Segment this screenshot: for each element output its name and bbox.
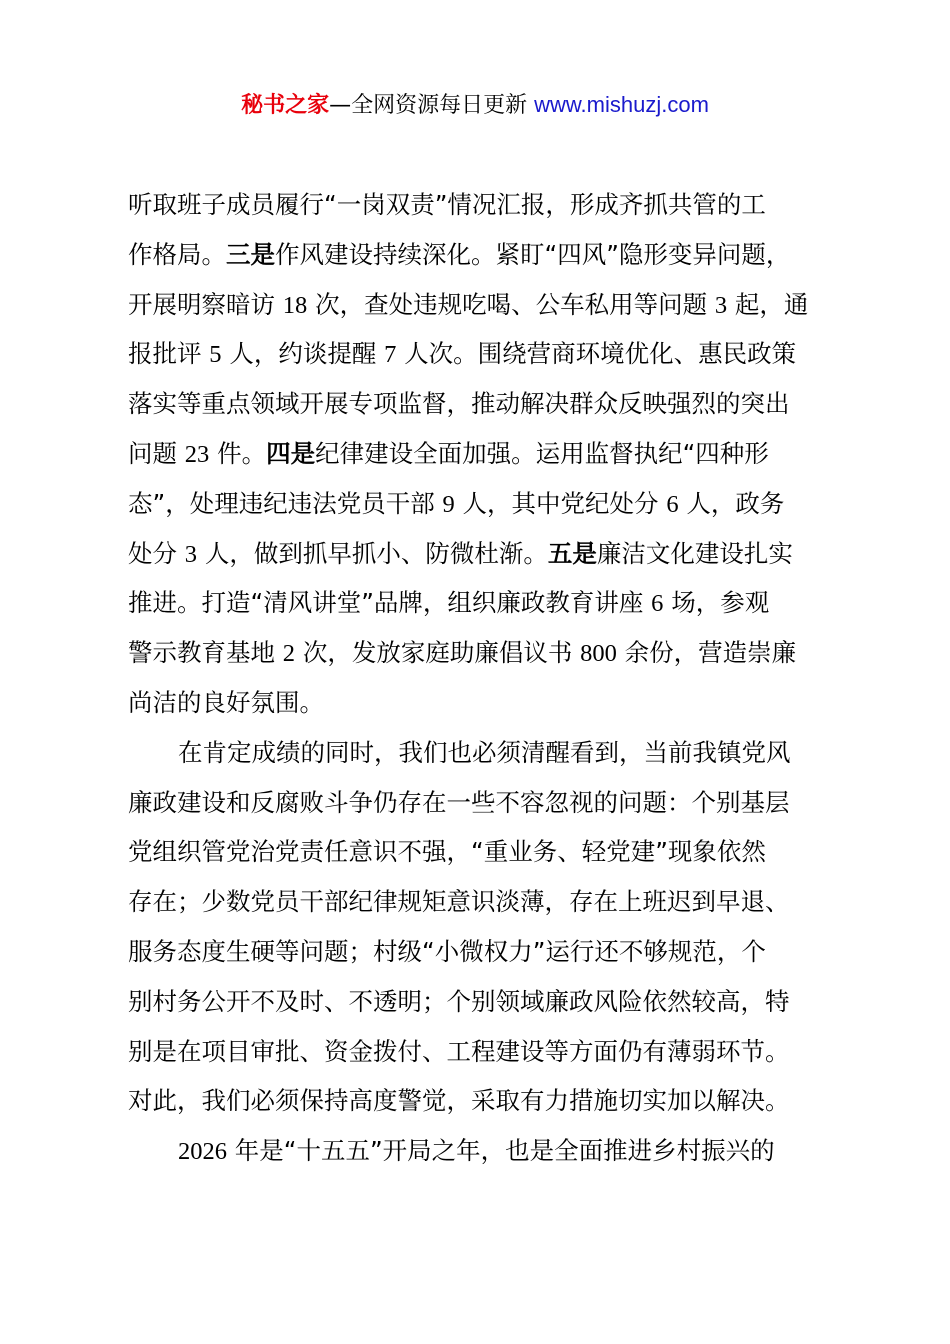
text-segment: 处分 3 人，做到抓早抓小、防微杜渐。 [128, 538, 548, 568]
bold-marker: 五是 [547, 538, 597, 568]
text-segment: 在肯定成绩的同时，我们也必须清醒看到，当前我镇党风 [178, 737, 791, 767]
bold-marker: 三是 [226, 239, 275, 269]
text-segment: 态”，处理违纪违法党员干部 9 人，其中党纪处分 6 人，政务 [128, 488, 785, 518]
text-segment: 党组织管党治党责任意识不强，“重业务、轻党建”现象依然 [128, 837, 766, 867]
text-segment: 开展明察暗访 18 次，查处违规吃喝、公车私用等问题 3 起，通 [128, 289, 809, 319]
text-segment: 尚洁的良好氛围。 [128, 687, 324, 717]
bold-marker: 四是 [266, 438, 316, 468]
text-segment: 推进。打造“清风讲堂”品牌，组织廉政教育讲座 6 场，参观 [128, 588, 770, 618]
text-segment: 服务态度生硬等问题；村级“小微权力”运行还不够规范，个 [128, 936, 766, 966]
text-segment: 对此，我们必须保持高度警觉，采取有力措施切实加以解决。 [128, 1086, 790, 1116]
site-url-link[interactable]: www.mishuzj.com [534, 92, 709, 117]
text-segment: 问题 23 件。 [128, 438, 267, 468]
brand-name: 秘书之家 [241, 93, 330, 118]
text-line [128, 1027, 848, 1077]
document-body [128, 180, 848, 1176]
text-segment: 廉洁文化建设扎实 [596, 538, 793, 568]
text-segment: 廉政建设和反腐败斗争仍存在一些不容忽视的问题：个别基层 [128, 787, 790, 817]
text-segment: 纪律建设全面加强。运用监督执纪“四种形 [315, 438, 769, 468]
page-header [0, 88, 950, 123]
text-segment: 作风建设持续深化。紧盯“四风”隐形变异问题， [275, 239, 791, 269]
text-line [128, 728, 848, 778]
header-tagline: —全网资源每日更新 [329, 93, 528, 118]
text-line [128, 180, 848, 230]
text-segment: 别村务公开不及时、不透明；个别领域廉政风险依然较高，特 [128, 986, 790, 1016]
text-line [128, 827, 848, 877]
text-line [128, 479, 848, 529]
text-segment: 听取班子成员履行“一岗双责”情况汇报，形成齐抓共管的工 [128, 190, 766, 219]
text-segment: 别是在项目审批、资金拨付、工程建设等方面仍有薄弱环节。 [128, 1036, 790, 1066]
text-line [128, 678, 848, 728]
text-line [128, 280, 848, 330]
text-line [128, 578, 848, 628]
text-segment: 警示教育基地 2 次，发放家庭助廉倡议书 800 余份，营造崇廉 [128, 638, 797, 668]
text-line [128, 429, 848, 479]
text-segment: 报批评 5 人，约谈提醒 7 人次。围绕营商环境优化、惠民政策 [128, 339, 797, 369]
text-line [128, 1126, 848, 1176]
text-line [128, 927, 848, 977]
text-line [128, 1076, 848, 1126]
text-line [128, 628, 848, 678]
text-line [128, 329, 848, 379]
text-line [128, 230, 848, 280]
text-segment: 存在；少数党员干部纪律规矩意识淡薄，存在上班迟到早退、 [128, 887, 790, 917]
text-line [128, 529, 848, 579]
text-segment: 2026 年是“十五五”开局之年，也是全面推进乡村振兴的 [178, 1136, 775, 1166]
text-segment: 落实等重点领域开展专项监督，推动解决群众反映强烈的突出 [128, 389, 790, 419]
text-line [128, 778, 848, 828]
text-line [128, 977, 848, 1027]
text-line [128, 877, 848, 927]
text-line [128, 379, 848, 429]
text-segment: 作格局。 [128, 239, 226, 269]
